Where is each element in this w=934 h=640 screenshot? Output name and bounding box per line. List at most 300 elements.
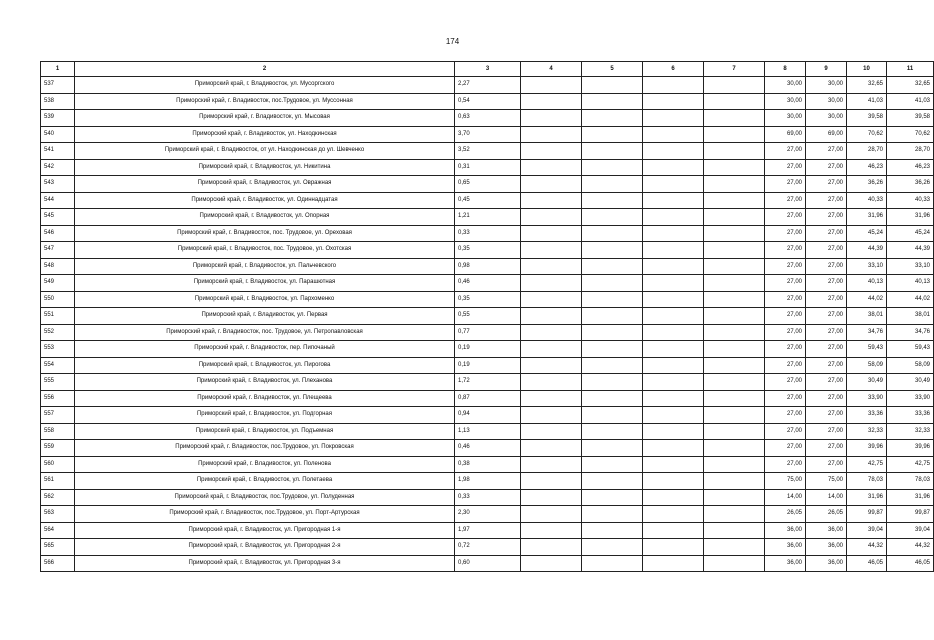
cell-col-4 [521, 489, 582, 506]
cell-col-10: 44,02 [847, 291, 887, 308]
cell-col-11: 38,01 [887, 308, 934, 325]
cell-col-11: 39,58 [887, 110, 934, 127]
cell-col-11: 33,10 [887, 258, 934, 275]
cell-length: 0,60 [455, 555, 521, 572]
cell-col-9: 69,00 [806, 126, 847, 143]
cell-col-4 [521, 423, 582, 440]
cell-col-4 [521, 93, 582, 110]
cell-length: 0,38 [455, 456, 521, 473]
table-body [41, 77, 934, 572]
cell-col-7 [704, 258, 765, 275]
cell-col-9: 27,00 [806, 341, 847, 358]
cell-row-number: 565 [41, 539, 75, 556]
cell-col-8: 27,00 [765, 275, 806, 292]
cell-col-9: 30,00 [806, 77, 847, 94]
cell-col-6 [643, 258, 704, 275]
cell-row-number: 566 [41, 555, 75, 572]
cell-col-7 [704, 176, 765, 193]
cell-row-number: 537 [41, 77, 75, 94]
cell-col-6 [643, 77, 704, 94]
cell-row-number: 548 [41, 258, 75, 275]
cell-col-11: 58,09 [887, 357, 934, 374]
cell-col-4 [521, 473, 582, 490]
cell-col-4 [521, 126, 582, 143]
cell-col-5 [582, 308, 643, 325]
table-row [41, 324, 934, 341]
cell-col-8: 30,00 [765, 110, 806, 127]
cell-col-6 [643, 473, 704, 490]
cell-col-4 [521, 159, 582, 176]
cell-col-10: 28,70 [847, 143, 887, 160]
cell-col-5 [582, 324, 643, 341]
cell-col-6 [643, 126, 704, 143]
cell-row-number: 544 [41, 192, 75, 209]
cell-col-7 [704, 555, 765, 572]
cell-row-number: 553 [41, 341, 75, 358]
cell-col-9: 27,00 [806, 192, 847, 209]
cell-col-8: 14,00 [765, 489, 806, 506]
cell-col-9: 27,00 [806, 308, 847, 325]
cell-col-8: 27,00 [765, 176, 806, 193]
cell-col-9: 27,00 [806, 275, 847, 292]
cell-col-5 [582, 110, 643, 127]
cell-length: 0,45 [455, 192, 521, 209]
cell-col-7 [704, 440, 765, 457]
cell-col-9: 36,00 [806, 539, 847, 556]
cell-row-number: 552 [41, 324, 75, 341]
cell-col-10: 42,75 [847, 456, 887, 473]
cell-address: Приморский край, г. Владивосток, ул. Первая [75, 308, 455, 325]
cell-col-10: 32,65 [847, 77, 887, 94]
cell-address: Приморский край, г. Владивосток, ул. Парашютная [75, 275, 455, 292]
cell-row-number: 555 [41, 374, 75, 391]
cell-col-8: 27,00 [765, 456, 806, 473]
cell-col-10: 39,96 [847, 440, 887, 457]
cell-col-8: 27,00 [765, 291, 806, 308]
table-row [41, 555, 934, 572]
cell-col-8: 27,00 [765, 192, 806, 209]
cell-address: Приморский край, г. Владивосток, ул. Подгорная [75, 407, 455, 424]
cell-col-5 [582, 159, 643, 176]
cell-col-6 [643, 192, 704, 209]
cell-col-7 [704, 522, 765, 539]
cell-col-10: 39,04 [847, 522, 887, 539]
cell-row-number: 550 [41, 291, 75, 308]
cell-col-9: 27,00 [806, 176, 847, 193]
cell-col-9: 27,00 [806, 407, 847, 424]
cell-col-5 [582, 93, 643, 110]
column-header-2: 2 [75, 62, 455, 77]
table-row [41, 390, 934, 407]
cell-col-9: 27,00 [806, 374, 847, 391]
cell-address: Приморский край, г. Владивосток, пос.Трудовое, ул. Полуденная [75, 489, 455, 506]
cell-col-8: 36,00 [765, 555, 806, 572]
cell-row-number: 543 [41, 176, 75, 193]
cell-address: Приморский край, г. Владивосток, ул. Подъемная [75, 423, 455, 440]
cell-col-11: 32,33 [887, 423, 934, 440]
cell-col-8: 27,00 [765, 258, 806, 275]
cell-col-4 [521, 77, 582, 94]
cell-length: 1,97 [455, 522, 521, 539]
cell-col-7 [704, 275, 765, 292]
cell-col-4 [521, 176, 582, 193]
cell-col-5 [582, 390, 643, 407]
cell-row-number: 547 [41, 242, 75, 259]
cell-col-7 [704, 506, 765, 523]
cell-length: 0,94 [455, 407, 521, 424]
table-row [41, 209, 934, 226]
cell-col-11: 46,23 [887, 159, 934, 176]
cell-address: Приморский край, г. Владивосток, пос. Трудовое, ул. Охотская [75, 242, 455, 259]
cell-col-5 [582, 291, 643, 308]
cell-col-7 [704, 423, 765, 440]
cell-col-9: 27,00 [806, 390, 847, 407]
cell-length: 0,33 [455, 489, 521, 506]
cell-col-5 [582, 456, 643, 473]
cell-col-7 [704, 126, 765, 143]
cell-col-9: 26,05 [806, 506, 847, 523]
cell-col-10: 31,96 [847, 209, 887, 226]
cell-col-11: 33,36 [887, 407, 934, 424]
cell-col-5 [582, 522, 643, 539]
cell-col-7 [704, 489, 765, 506]
cell-col-4 [521, 407, 582, 424]
cell-row-number: 561 [41, 473, 75, 490]
cell-col-8: 30,00 [765, 77, 806, 94]
cell-col-8: 75,00 [765, 473, 806, 490]
cell-col-5 [582, 341, 643, 358]
cell-col-8: 69,00 [765, 126, 806, 143]
table-row [41, 489, 934, 506]
cell-col-8: 27,00 [765, 407, 806, 424]
header-row [41, 62, 934, 77]
cell-col-4 [521, 440, 582, 457]
table-row [41, 126, 934, 143]
cell-col-5 [582, 407, 643, 424]
cell-col-10: 40,33 [847, 192, 887, 209]
cell-col-4 [521, 522, 582, 539]
cell-col-4 [521, 357, 582, 374]
cell-length: 1,21 [455, 209, 521, 226]
cell-col-6 [643, 555, 704, 572]
cell-col-9: 36,00 [806, 522, 847, 539]
cell-col-11: 30,49 [887, 374, 934, 391]
cell-col-10: 41,03 [847, 93, 887, 110]
cell-col-9: 27,00 [806, 291, 847, 308]
cell-col-9: 27,00 [806, 209, 847, 226]
cell-col-5 [582, 192, 643, 209]
cell-address: Приморский край, г. Владивосток, ул. Поленова [75, 456, 455, 473]
cell-col-9: 27,00 [806, 456, 847, 473]
cell-col-7 [704, 110, 765, 127]
cell-address: Приморский край, г. Владивосток, пос. Трудовое, ул. Петропавловская [75, 324, 455, 341]
cell-length: 0,65 [455, 176, 521, 193]
table-row [41, 522, 934, 539]
cell-col-6 [643, 539, 704, 556]
cell-length: 1,13 [455, 423, 521, 440]
table-row [41, 242, 934, 259]
cell-col-10: 59,43 [847, 341, 887, 358]
cell-col-8: 27,00 [765, 242, 806, 259]
cell-col-6 [643, 506, 704, 523]
cell-col-10: 44,39 [847, 242, 887, 259]
cell-col-11: 32,65 [887, 77, 934, 94]
cell-col-6 [643, 291, 704, 308]
cell-col-6 [643, 225, 704, 242]
cell-col-11: 41,03 [887, 93, 934, 110]
cell-col-8: 27,00 [765, 374, 806, 391]
cell-col-11: 44,32 [887, 539, 934, 556]
cell-col-5 [582, 126, 643, 143]
cell-col-11: 36,26 [887, 176, 934, 193]
cell-col-7 [704, 456, 765, 473]
cell-length: 0,63 [455, 110, 521, 127]
table-row [41, 275, 934, 292]
cell-col-7 [704, 209, 765, 226]
cell-col-6 [643, 522, 704, 539]
cell-col-6 [643, 407, 704, 424]
cell-row-number: 563 [41, 506, 75, 523]
cell-col-6 [643, 456, 704, 473]
cell-col-8: 27,00 [765, 357, 806, 374]
cell-col-11: 40,13 [887, 275, 934, 292]
cell-col-10: 44,32 [847, 539, 887, 556]
cell-col-7 [704, 308, 765, 325]
cell-col-11: 33,90 [887, 390, 934, 407]
cell-col-10: 34,76 [847, 324, 887, 341]
cell-col-8: 36,00 [765, 522, 806, 539]
cell-col-11: 39,96 [887, 440, 934, 457]
cell-col-11: 42,75 [887, 456, 934, 473]
cell-address: Приморский край, г. Владивосток, ул. Пригородная 1-я [75, 522, 455, 539]
table-row [41, 423, 934, 440]
cell-col-8: 27,00 [765, 341, 806, 358]
table-row [41, 374, 934, 391]
cell-col-9: 27,00 [806, 242, 847, 259]
cell-address: Приморский край, г. Владивосток, ул. Полетаева [75, 473, 455, 490]
cell-row-number: 549 [41, 275, 75, 292]
cell-col-4 [521, 192, 582, 209]
table-row [41, 308, 934, 325]
cell-col-10: 33,10 [847, 258, 887, 275]
cell-col-11: 44,39 [887, 242, 934, 259]
cell-col-4 [521, 275, 582, 292]
cell-col-6 [643, 176, 704, 193]
cell-col-7 [704, 225, 765, 242]
cell-col-8: 27,00 [765, 225, 806, 242]
cell-address: Приморский край, г. Владивосток, пер. Пипочаный [75, 341, 455, 358]
cell-col-10: 46,23 [847, 159, 887, 176]
cell-row-number: 557 [41, 407, 75, 424]
cell-col-4 [521, 341, 582, 358]
cell-col-9: 27,00 [806, 423, 847, 440]
cell-col-11: 45,24 [887, 225, 934, 242]
cell-row-number: 564 [41, 522, 75, 539]
cell-col-5 [582, 357, 643, 374]
cell-col-10: 39,58 [847, 110, 887, 127]
cell-address: Приморский край, г. Владивосток, ул. Мысовая [75, 110, 455, 127]
table-row [41, 456, 934, 473]
cell-address: Приморский край, г. Владивосток, ул. Овражная [75, 176, 455, 193]
cell-col-9: 36,00 [806, 555, 847, 572]
cell-length: 0,98 [455, 258, 521, 275]
cell-col-6 [643, 308, 704, 325]
cell-col-5 [582, 258, 643, 275]
cell-address: Приморский край, г. Владивосток, пос.Трудовое, ул. Муссонная [75, 93, 455, 110]
cell-col-7 [704, 159, 765, 176]
cell-col-7 [704, 242, 765, 259]
cell-address: Приморский край, г. Владивосток, ул. Опорная [75, 209, 455, 226]
table-row [41, 506, 934, 523]
cell-col-6 [643, 357, 704, 374]
cell-col-8: 30,00 [765, 93, 806, 110]
cell-row-number: 562 [41, 489, 75, 506]
cell-col-5 [582, 209, 643, 226]
table-row [41, 159, 934, 176]
table-row [41, 176, 934, 193]
cell-col-4 [521, 143, 582, 160]
cell-col-9: 27,00 [806, 159, 847, 176]
cell-col-5 [582, 489, 643, 506]
cell-col-7 [704, 93, 765, 110]
cell-col-11: 28,70 [887, 143, 934, 160]
cell-col-5 [582, 225, 643, 242]
cell-row-number: 540 [41, 126, 75, 143]
cell-length: 0,54 [455, 93, 521, 110]
cell-row-number: 546 [41, 225, 75, 242]
cell-length: 2,30 [455, 506, 521, 523]
cell-length: 3,70 [455, 126, 521, 143]
cell-col-10: 30,49 [847, 374, 887, 391]
cell-col-10: 70,62 [847, 126, 887, 143]
cell-col-7 [704, 341, 765, 358]
cell-col-9: 27,00 [806, 440, 847, 457]
cell-col-5 [582, 440, 643, 457]
cell-col-4 [521, 225, 582, 242]
cell-address: Приморский край, г. Владивосток, ул. Никитина [75, 159, 455, 176]
table-row [41, 110, 934, 127]
cell-length: 0,46 [455, 440, 521, 457]
cell-col-8: 36,00 [765, 539, 806, 556]
cell-col-4 [521, 308, 582, 325]
cell-address: Приморский край, г. Владивосток, пос. Трудовое, ул. Ореховая [75, 225, 455, 242]
column-header-7: 7 [704, 62, 765, 77]
cell-length: 0,46 [455, 275, 521, 292]
cell-col-7 [704, 407, 765, 424]
cell-address: Приморский край, г. Владивосток, ул. Плеханова [75, 374, 455, 391]
cell-col-11: 31,96 [887, 209, 934, 226]
cell-col-11: 39,04 [887, 522, 934, 539]
cell-col-9: 30,00 [806, 110, 847, 127]
cell-col-11: 34,76 [887, 324, 934, 341]
cell-col-6 [643, 489, 704, 506]
cell-length: 3,52 [455, 143, 521, 160]
cell-address: Приморский край, г. Владивосток, пос.Трудовое, ул. Покровская [75, 440, 455, 457]
cell-col-4 [521, 209, 582, 226]
cell-col-11: 78,03 [887, 473, 934, 490]
cell-col-8: 27,00 [765, 209, 806, 226]
cell-col-10: 40,13 [847, 275, 887, 292]
column-header-10: 10 [847, 62, 887, 77]
cell-col-4 [521, 258, 582, 275]
cell-col-6 [643, 209, 704, 226]
table-row [41, 407, 934, 424]
cell-col-8: 27,00 [765, 324, 806, 341]
column-header-4: 4 [521, 62, 582, 77]
cell-row-number: 545 [41, 209, 75, 226]
cell-col-6 [643, 242, 704, 259]
cell-col-8: 27,00 [765, 423, 806, 440]
page-number: 174 [445, 37, 460, 46]
table-row [41, 143, 934, 160]
cell-col-9: 75,00 [806, 473, 847, 490]
table-row [41, 341, 934, 358]
cell-col-5 [582, 555, 643, 572]
cell-col-9: 14,00 [806, 489, 847, 506]
cell-col-4 [521, 456, 582, 473]
cell-col-10: 58,09 [847, 357, 887, 374]
table-row [41, 291, 934, 308]
cell-col-7 [704, 473, 765, 490]
column-header-3: 3 [455, 62, 521, 77]
cell-length: 0,55 [455, 308, 521, 325]
table-row [41, 357, 934, 374]
cell-col-8: 27,00 [765, 390, 806, 407]
cell-address: Приморский край, г. Владивосток, ул. Находкинская [75, 126, 455, 143]
cell-col-7 [704, 390, 765, 407]
cell-col-7 [704, 357, 765, 374]
table-row [41, 77, 934, 94]
cell-col-6 [643, 159, 704, 176]
cell-row-number: 542 [41, 159, 75, 176]
cell-col-4 [521, 324, 582, 341]
cell-row-number: 558 [41, 423, 75, 440]
cell-col-7 [704, 291, 765, 308]
cell-col-7 [704, 77, 765, 94]
data-table [40, 61, 934, 572]
cell-col-9: 27,00 [806, 143, 847, 160]
cell-col-10: 38,01 [847, 308, 887, 325]
table-row [41, 93, 934, 110]
cell-length: 0,33 [455, 225, 521, 242]
cell-col-10: 31,96 [847, 489, 887, 506]
cell-col-11: 31,96 [887, 489, 934, 506]
cell-col-4 [521, 374, 582, 391]
cell-address: Приморский край, г. Владивосток, ул. Одиннадцатая [75, 192, 455, 209]
cell-col-11: 99,87 [887, 506, 934, 523]
cell-address: Приморский край, г. Владивосток, ул. Плещеева [75, 390, 455, 407]
cell-col-9: 27,00 [806, 258, 847, 275]
cell-col-5 [582, 176, 643, 193]
cell-col-10: 32,33 [847, 423, 887, 440]
cell-col-10: 45,24 [847, 225, 887, 242]
cell-address: Приморский край, г. Владивосток, ул. Пархоменко [75, 291, 455, 308]
cell-col-7 [704, 374, 765, 391]
cell-length: 0,87 [455, 390, 521, 407]
cell-col-6 [643, 423, 704, 440]
cell-col-6 [643, 440, 704, 457]
cell-address: Приморский край, г. Владивосток, ул. Пригородная 3-я [75, 555, 455, 572]
table-row [41, 258, 934, 275]
cell-col-10: 78,03 [847, 473, 887, 490]
cell-col-10: 33,90 [847, 390, 887, 407]
cell-col-4 [521, 291, 582, 308]
cell-col-8: 27,00 [765, 308, 806, 325]
cell-col-11: 59,43 [887, 341, 934, 358]
cell-row-number: 541 [41, 143, 75, 160]
cell-col-4 [521, 506, 582, 523]
cell-col-10: 46,05 [847, 555, 887, 572]
